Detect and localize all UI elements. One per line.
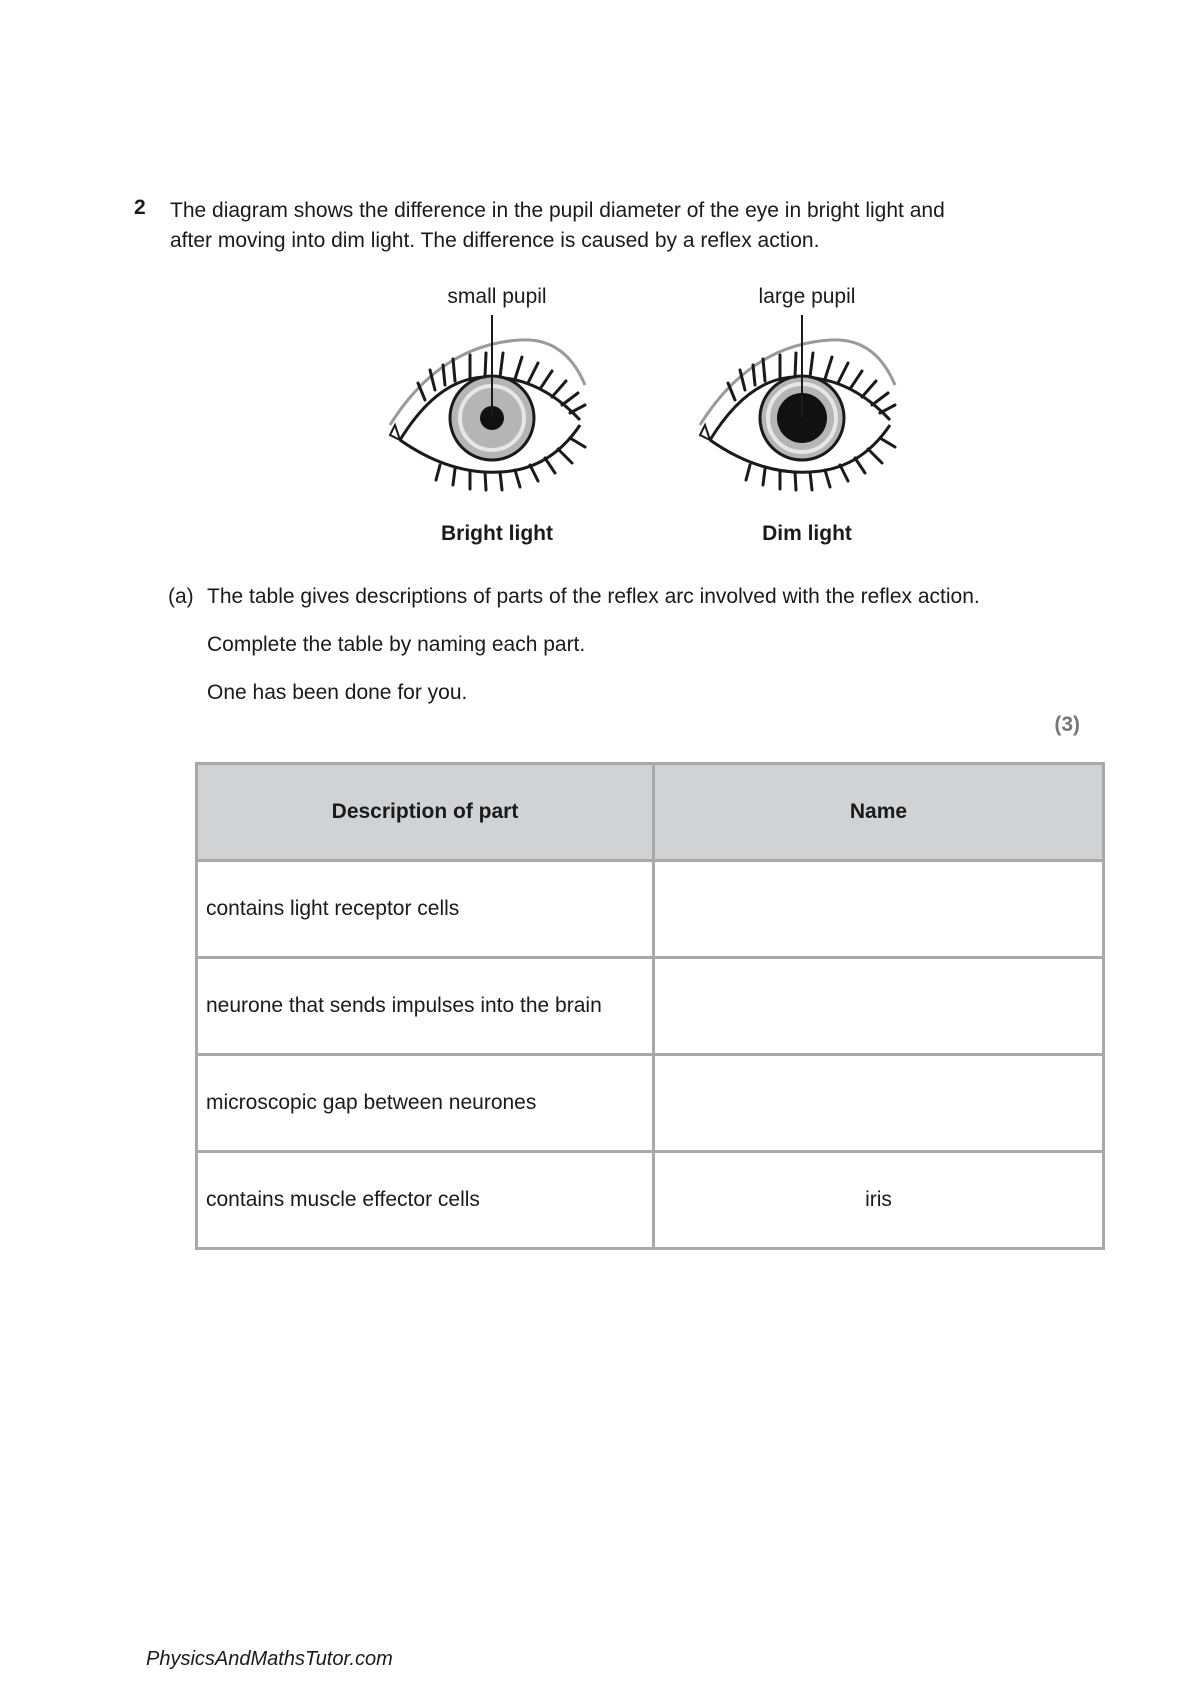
stem-line-1: The diagram shows the difference in the pupil diameter of the eye in bright light and [170,199,945,222]
small-pupil-label: small pupil [447,285,547,308]
bright-light-caption: Bright light [441,522,553,545]
dim-light-caption: Dim light [762,522,852,545]
row-description: contains muscle effector cells [197,1152,654,1249]
large-pupil-label: large pupil [758,285,856,308]
footer-watermark: PhysicsAndMathsTutor.com [146,1648,393,1670]
marks-indicator: (3) [1054,713,1080,736]
eyes-illustration [380,275,940,555]
eye-diagram [380,275,940,555]
row-name-answer[interactable] [654,861,1104,958]
bright-light-eye [390,315,585,490]
row-name-answer[interactable] [654,1055,1104,1152]
table-row [197,861,1104,958]
part-a-letter: (a) [168,585,194,608]
row-description: neurone that sends impulses into the brain [197,958,654,1055]
row-name-given: iris [654,1152,1104,1249]
table-row [197,1055,1104,1152]
header-name: Name [654,764,1104,861]
row-description: microscopic gap between neurones [197,1055,654,1152]
part-a-line-1: The table gives descriptions of parts of the reflex arc involved with the reflex action. [207,585,980,608]
row-description: contains light receptor cells [197,861,654,958]
table-row [197,958,1104,1055]
table-row [197,1152,1104,1249]
row-name-answer[interactable] [654,958,1104,1055]
stem-line-2: after moving into dim light. The difference is caused by a reflex action. [170,229,820,252]
part-a-line-2: Complete the table by naming each part. [207,633,586,656]
dim-light-eye [700,315,895,490]
header-description: Description of part [197,764,654,861]
part-a-line-3: One has been done for you. [207,681,468,704]
question-stem [170,196,1070,256]
table-header-row [197,764,1104,861]
reflex-arc-table [195,762,1105,1250]
question-number: 2 [134,196,146,219]
